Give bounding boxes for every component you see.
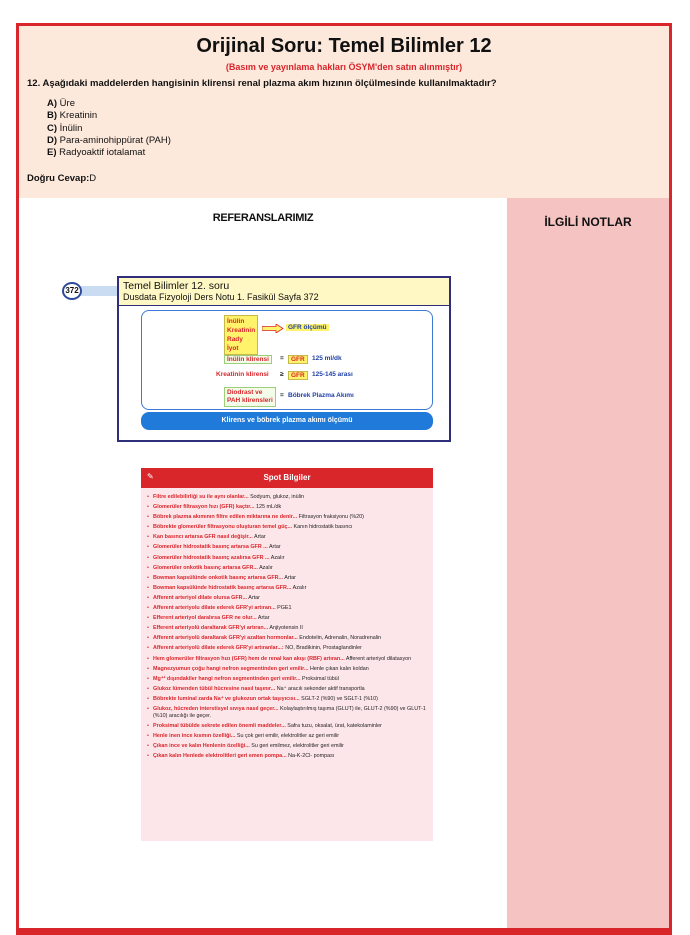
spot-info-question: Mg⁺² dışındakiler hangi nefron segmentinden geri emilir... (153, 675, 301, 682)
diodrast-label: Diodrast ve (227, 389, 263, 396)
spot-info-item (147, 575, 429, 582)
spot-info-question: Çıkan kalın Henlede elektrolitleri geri emen pompa... (153, 753, 287, 760)
spot-info-item (147, 524, 429, 531)
spot-info-item (147, 514, 429, 521)
spot-info-item (147, 753, 429, 760)
option-letter: A) (47, 98, 58, 109)
spot-info-answer: Na-K-2Cl- pompası (288, 753, 335, 760)
spot-info-question: Bowman kapsülünde onkotik basınç artarsa GFR... (153, 574, 284, 581)
spot-info-item (147, 635, 429, 642)
page-number-badge[interactable]: 372 (62, 282, 82, 300)
copyright-subtitle: (Basım ve yayınlama hakları ÖSYM'den satın alınmıştır) (225, 62, 463, 72)
spot-info-answer: Azalır (259, 564, 273, 571)
measure-substances-box (224, 315, 258, 355)
spot-info-list (147, 494, 429, 763)
arrow-right-icon (262, 324, 284, 332)
substance-inulin: İnülin (227, 318, 245, 325)
spot-info-answer: Artar (248, 594, 260, 601)
substance-rady-iyot: Rady İyot (227, 336, 243, 352)
option-letter: B) (47, 110, 58, 122)
reference-card-header (119, 278, 449, 306)
reference-card-title: Temel Bilimler 12. soru (123, 280, 230, 292)
spot-info-question: Bowman kapsülünde hidrostatik basınç artarsa GFR... (153, 584, 292, 591)
spot-info-answer: Kanın hidrostatik basıncı (293, 524, 353, 531)
answer-value: D (89, 173, 97, 184)
option-text: Üre (59, 98, 75, 109)
spot-info-question: Efferent arteriyol daralırsa GFR ne olur... (153, 615, 257, 622)
spot-info-answer: Afferent arteriyol dilatasyon (345, 655, 412, 662)
bottom-border (16, 928, 672, 934)
references-title: REFERANSLARIMIZ (212, 212, 314, 224)
spot-info-item (147, 686, 429, 693)
inulin-clearance-label: İnülin klirensi (224, 355, 272, 364)
option-text: Kreatinin (59, 110, 98, 122)
spot-info-answer: Kolaylaştırılmış taşıma (GLUT) ile, GLUT-2 (%90) ve GLUT-1 (%10) aracılığı ile geçer. (153, 705, 426, 719)
spot-info-answer: Na⁺ aracılı sekonder aktif transportla (276, 685, 365, 692)
spot-info-answer: Su geri emilmez, elektrolitler geri emilir (251, 743, 344, 750)
spot-info-answer: PGE1 (277, 605, 292, 612)
spot-info-question: Glomerüler hidrostatik basınç artarsa GFR ... (153, 544, 268, 551)
spot-info-answer: Azalır (270, 554, 285, 561)
spot-info-item (147, 534, 429, 541)
option-d (47, 135, 171, 147)
substance-kreatinin: Kreatinin (227, 327, 256, 334)
spot-info-item (147, 565, 429, 572)
option-text: Radyoaktif iotalamat (59, 147, 146, 159)
spot-info-item (147, 676, 429, 683)
spot-info-answer: SGLT-2 (%90) ve SGLT-1 (%10) (301, 695, 378, 702)
spot-info-header (141, 468, 433, 488)
spot-info-answer: Su çok geri emilir, elektrolitler az geri emilir (236, 733, 340, 740)
spot-info-answer: Azalır (292, 584, 307, 591)
spot-info-question: Afferent arteriyolu dilate ederek GFR'yi artıran... (153, 605, 276, 612)
spot-info-question: Magnezyumun çoğu hangi nefron segmentinden geri emilir... (153, 665, 309, 672)
creatinine-clearance-label: Kreatinin klirensi (216, 371, 269, 378)
spot-info-question: Proksimal tübülde sekrete edilen önemli maddeler... (153, 723, 286, 730)
reference-connector (81, 286, 121, 296)
spot-info-answer: 125 mL/dk (256, 504, 282, 511)
spot-info-item (147, 706, 429, 720)
spot-info-item (147, 605, 429, 612)
spot-info-question: Efferent arteriyolü daraltarak GFR'yi artıran... (153, 625, 269, 632)
spot-info-question: Böbrekte glomerüler filtrasyonu oluşturan temel güç... (153, 524, 292, 531)
renal-plasma-flow-label: Böbrek Plazma Akımı (288, 392, 354, 399)
reference-card-source: Dusdata Fizyoloji Ders Notu 1. Fasikül Sayfa 372 (123, 292, 319, 302)
spot-info-item (147, 585, 429, 592)
spot-info-item (147, 544, 429, 551)
spot-info-answer: NO, Bradikinin, Prostaglandinler (285, 645, 362, 652)
answer-label: Doğru Cevap: (27, 173, 90, 184)
spot-info-answer: Artar (257, 615, 270, 622)
spot-info-question: Hem glomerüler filtrasyon hızı (GFR) hem de renal kan akışı (RBF) artıran... (153, 655, 345, 662)
option-e (47, 147, 171, 159)
spot-info-question: Afferent arteriyol dilate olursa GFR... (153, 594, 248, 601)
spot-info-title: Spot Bilgiler (263, 473, 311, 482)
spot-info-question: Böbrekte luminal zarda Na⁺ ve glukozun ortak taşıyıcısı... (153, 695, 300, 702)
page-frame (16, 23, 672, 935)
spot-info-answer: Artar (284, 574, 296, 581)
spot-info-question: Afferent arteriyolü daraltarak GFR'yi azaltan hormonlar... (153, 635, 298, 642)
spot-info-answer: Filtrasyon fraksiyonu (%20) (298, 514, 364, 521)
option-a (47, 98, 171, 110)
spot-info-answer: Sodyum, glukoz, inülin (250, 494, 304, 500)
equals-sign: = (280, 392, 284, 399)
answer-options (47, 98, 171, 159)
spot-info-answer: Henle çıkan kalın koldan (309, 665, 369, 672)
clearance-diagram (141, 310, 433, 410)
spot-info-answer: Endotelin, Adrenalin, Noradrenalin (299, 635, 382, 642)
spot-info-question: Glukoz, hücreden interstisyel sıvıya nasıl geçer... (153, 705, 279, 712)
spot-info-question: Henle inen ince kısmın özelliği... (153, 733, 236, 740)
question-text: 12. Aşağıdaki maddelerden hangisinin klirensi renal plazma akım hızının ölçülmesinde kullanılmaktadır? (27, 78, 497, 89)
spot-info-question: Filtre edilebilirliği su ile aynı olanlar... (153, 494, 249, 500)
spot-info-answer: Anjiyotensin II (269, 625, 303, 632)
gfr-value: 125 ml/dk (312, 355, 342, 362)
option-b (47, 110, 171, 122)
gte-sign: ≥ (280, 371, 284, 378)
related-notes-section (507, 198, 669, 932)
spot-info-item (147, 645, 429, 652)
equals-sign: = (280, 355, 284, 362)
spot-info-answer: Artar (253, 534, 266, 541)
spot-info-question: Kan basıncı artarsa GFR nasıl değişir... (153, 534, 253, 541)
spot-info-question: Böbrek plazma akımının filtre edilen miktarına ne denir... (153, 514, 298, 521)
spot-info-answer: Safra tuzu, oksalat, ürat, katekolaminler (287, 723, 382, 730)
spot-info-item (147, 494, 429, 501)
pah-clearance-box (224, 387, 276, 407)
spot-info-panel (141, 468, 433, 841)
question-area (19, 26, 669, 198)
gfr-measurement-label: GFR ölçümü (288, 324, 327, 331)
spot-info-question: Glukoz lümenden tübül hücresine nasıl taşınır... (153, 685, 276, 692)
spot-info-item (147, 733, 429, 740)
spot-info-item (147, 625, 429, 632)
gfr-badge: GFR (288, 371, 308, 380)
spot-info-question: Glomerüler filtrasyon hızı (GFR) kaçtır... (153, 504, 255, 511)
spot-info-item (147, 615, 429, 622)
correct-answer (27, 173, 96, 184)
spot-info-question: Glomerüler hidrostatik basınç azalırsa GFR ... (153, 554, 270, 561)
option-letter: C) (47, 122, 58, 134)
creatinine-range: 125-145 arası (312, 371, 353, 378)
spot-info-item (147, 666, 429, 673)
spot-info-item (147, 696, 429, 703)
spot-info-item (147, 555, 429, 562)
option-letter: E) (47, 147, 57, 159)
pin-icon: ✎ (147, 472, 154, 481)
references-section (19, 198, 507, 932)
pah-label: PAH klirensleri (227, 397, 273, 404)
reference-card[interactable] (117, 276, 451, 442)
spot-info-question: Glomerüler onkotik basınç artarsa GFR... (153, 564, 258, 571)
spot-info-item (147, 656, 429, 663)
option-text: Para-aminohippürat (PAH) (59, 134, 171, 146)
spot-info-item (147, 504, 429, 511)
page-title: Orijinal Soru: Temel Bilimler 12 (196, 35, 492, 57)
related-notes-title: İLGİLİ NOTLAR (544, 215, 632, 229)
option-letter: D) (47, 134, 58, 146)
spot-info-item (147, 595, 429, 602)
diagram-caption-bar: Klirens ve böbrek plazma akımı ölçümü (141, 412, 433, 430)
spot-info-item (147, 743, 429, 750)
option-c (47, 123, 171, 135)
option-text: İnülin (59, 122, 83, 134)
spot-info-question: Afferent arteriyolü dilate ederek GFR'yi artıranlar...: (153, 645, 284, 652)
spot-info-question: Çıkan ince ve kalın Henlenin özelliği... (153, 743, 250, 750)
spot-info-answer: Proksimal tübül (302, 675, 339, 682)
spot-info-answer: Artar (268, 544, 281, 551)
spot-info-item (147, 723, 429, 730)
gfr-badge: GFR (288, 355, 308, 364)
